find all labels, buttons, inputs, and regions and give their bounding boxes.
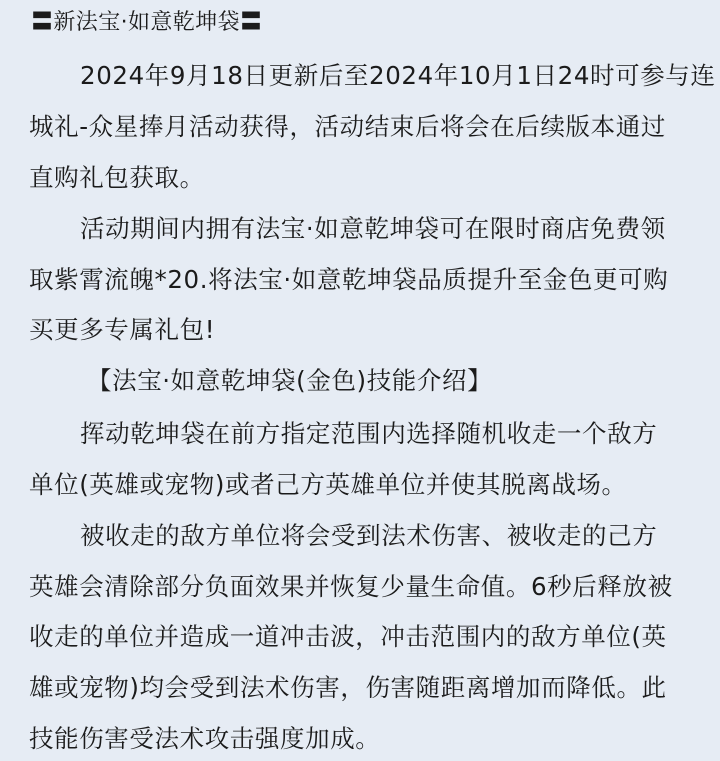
article-title: 〓新法宝·如意乾坤袋〓 [31,10,263,35]
paragraph-line: 城礼-众星捧月活动获得，活动结束后将会在后续版本通过 [29,112,666,141]
paragraph-line: 被收走的敌方单位将会受到法术伤害、被收走的己方 [80,521,658,550]
paragraph-line: 英雄会清除部分负面效果并恢复少量生命值。6秒后释放被 [29,572,673,601]
paragraph-line: 单位(英雄或宠物)或者己方英雄单位并使其脱离战场。 [29,470,627,499]
paragraph-line: 活动期间内拥有法宝·如意乾坤袋可在限时商店免费领 [80,214,666,243]
paragraph-line: 雄或宠物)均会受到法术伤害，伤害随距离增加而降低。此 [29,673,667,702]
paragraph-line: 收走的单位并造成一道冲击波，冲击范围内的敌方单位(英 [29,622,667,651]
paragraph-line: 直购礼包获取。 [29,163,205,192]
paragraph-line: 取紫霄流魄*20.将法宝·如意乾坤袋品质提升至金色更可购 [29,265,669,294]
paragraph-line: 挥动乾坤袋在前方指定范围内选择随机收走一个敌方 [80,419,658,448]
paragraph-line: 买更多专属礼包! [29,315,216,344]
paragraph-line: 技能伤害受法术攻击强度加成。 [29,724,381,753]
section-heading: 【法宝·如意乾坤袋(金色)技能介绍】 [87,366,493,395]
paragraph-line: 2024年9月18日更新后至2024年10月1日24时可参与连 [80,61,716,90]
